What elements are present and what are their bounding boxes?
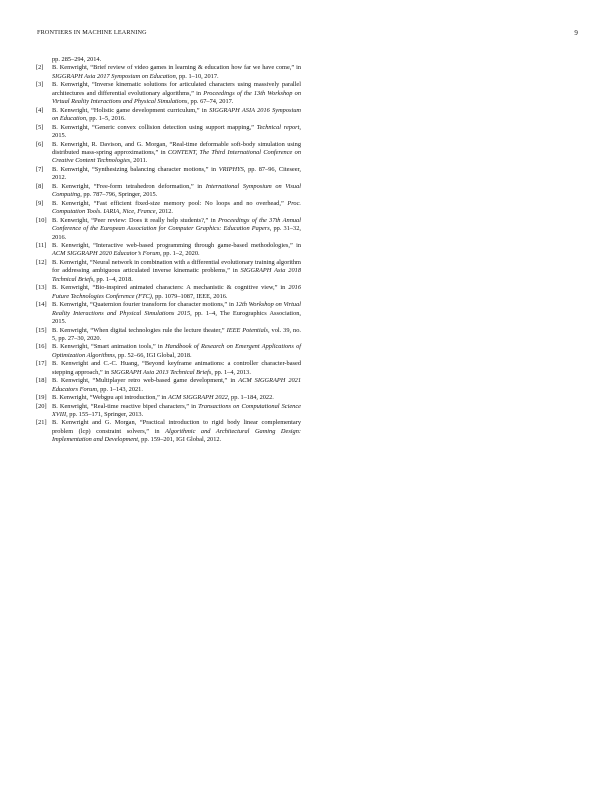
- reference-run: , 2012.: [155, 208, 174, 216]
- reference-item: [36, 141, 301, 166]
- reference-text: [52, 183, 301, 200]
- reference-number: [5]: [36, 123, 44, 131]
- reference-run: , pp. 1–184, 2022.: [227, 394, 274, 402]
- reference-list: [36, 56, 301, 445]
- reference-text: [52, 301, 301, 326]
- reference-venue: CONTENT, The Third International Conference on Creative Content Technologies: [52, 148, 301, 165]
- page-number: 9: [574, 29, 578, 37]
- reference-venue: SIGGRAPH ASIA 2016 Symposium on Education: [52, 106, 301, 123]
- reference-venue: Proc. Computation Tools. IARIA, Nice, France: [52, 199, 301, 216]
- reference-run: B. Kenwright, “Free-form tetrahedron deformation,” in: [52, 182, 206, 190]
- reference-run: B. Kenwright, “Fast efficient fixed-size memory pool: No loops and no overhead,”: [52, 199, 288, 207]
- reference-text: [52, 259, 301, 284]
- reference-run: , pp. 1–4, 2013.: [211, 368, 251, 376]
- reference-item: [36, 124, 301, 141]
- reference-item: [36, 217, 301, 242]
- reference-run: B. Kenwright, “Brief review of video games in learning & education how far we have come,” in: [52, 64, 301, 72]
- reference-text: [52, 166, 301, 183]
- reference-text: [52, 360, 301, 377]
- reference-venue: SIGGRAPH Asia 2018 Technical Briefs: [52, 267, 301, 283]
- reference-run: , pp. 87–96, Citeseer, 2012.: [52, 165, 301, 182]
- reference-run: B. Kenwright and C.-C. Huang, “Beyond keyframe animations: a controller character-based stepping approach,” in: [52, 360, 301, 376]
- reference-venue: ACM SIGGRAPH 2022: [167, 394, 228, 402]
- reference-run: , pp. 31–32, 2016.: [52, 225, 301, 241]
- reference-item: [36, 107, 301, 124]
- reference-venue: ACM SIGGRAPH 2020 Educator’s Forum: [52, 250, 160, 258]
- reference-run: , pp. 1–5, 2016.: [86, 115, 126, 123]
- reference-run: B. Kenwright and G. Morgan, “Practical introduction to rigid body linear complementary problem (lcp) constraint solvers,” in: [52, 419, 301, 435]
- reference-number: [17]: [36, 360, 47, 368]
- reference-item: [36, 394, 301, 402]
- reference-number: [20]: [36, 402, 47, 410]
- reference-item: [36, 166, 301, 183]
- reference-run: B. Kenwright, “Quaternion fourier transform for character motions,” in: [52, 301, 236, 309]
- reference-text: [52, 242, 301, 259]
- reference-venue: Proceedings of the 37th Annual Conference of the European Association for Computer Graphics: Education Papers: [52, 216, 301, 233]
- reference-run: B. Kenwright, “Peer review: Does it really help students?,” in: [52, 216, 218, 224]
- reference-number: [8]: [36, 182, 44, 190]
- reference-item: [36, 200, 301, 217]
- reference-run: , pp. 1–4, 2018.: [93, 275, 133, 283]
- reference-number: [11]: [36, 241, 47, 249]
- reference-number: [16]: [36, 343, 47, 351]
- reference-run: , pp. 67–74, 2017.: [187, 98, 234, 106]
- reference-venue: International Symposium on Visual Computing: [52, 182, 302, 199]
- reference-venue: Algorithmic and Architectural Gaming Design: Implementation and Development: [52, 427, 302, 444]
- reference-item: [36, 56, 301, 64]
- reference-run: B. Kenwright, “Generic convex collision detection using support mapping,”: [52, 123, 257, 131]
- reference-number: [2]: [36, 64, 44, 72]
- reference-venue: 12th Workshop on Virtual Reality Interactions and Physical Simulations 2015: [52, 301, 302, 317]
- reference-number: [9]: [36, 199, 44, 207]
- reference-run: B. Kenwright, “Smart animation tools,” in: [52, 343, 166, 351]
- reference-venue: SIGGRAPH Asia 2017 Symposium on Education: [52, 72, 176, 80]
- reference-text: [52, 377, 301, 394]
- reference-run: B. Kenwright, “Interactive web-based programming through game-based methodologies,” in: [52, 241, 301, 249]
- reference-text: [52, 64, 301, 81]
- reference-number: [12]: [36, 258, 47, 266]
- reference-venue: Proceedings of the 13th Workshop on Virtual Reality Interactions and Physical Simulations: [52, 89, 301, 106]
- reference-number: [19]: [36, 394, 47, 402]
- reference-text: [52, 327, 301, 344]
- reference-number: [10]: [36, 216, 47, 224]
- reference-text: [52, 56, 301, 64]
- reference-run: , vol. 39, no. 5, pp. 27–30, 2020.: [52, 326, 301, 342]
- reference-item: [36, 419, 301, 444]
- reference-item: [36, 284, 301, 301]
- reference-item: [36, 259, 301, 284]
- reference-number: [18]: [36, 377, 47, 385]
- reference-number: [21]: [36, 419, 47, 427]
- reference-item: [36, 301, 301, 326]
- reference-text: [52, 200, 301, 217]
- reference-text: [52, 394, 301, 402]
- reference-venue: 2016 Future Technologies Conference (FTC): [52, 284, 301, 300]
- reference-run: , pp. 787–796, Springer, 2015.: [80, 191, 158, 199]
- reference-item: [36, 64, 301, 81]
- reference-text: [52, 107, 301, 124]
- reference-venue: ACM SIGGRAPH 2021 Educators Forum: [52, 377, 302, 393]
- reference-text: [52, 217, 301, 242]
- reference-run: , pp. 1–2, 2020.: [159, 250, 200, 258]
- reference-run: B. Kenwright, “Multiplayer retro web-based game development,” in: [52, 377, 239, 385]
- reference-run: , pp. 155–171, Springer, 2013.: [66, 411, 144, 419]
- reference-venue: IEEE Potentials: [226, 326, 268, 334]
- reference-run: , pp. 52–66, IGI Global, 2018.: [114, 351, 192, 359]
- reference-run: , pp. 1–4, The Eurographics Association, 2015.: [52, 309, 301, 326]
- reference-item: [36, 360, 301, 377]
- reference-venue: VRIPHYS: [218, 165, 244, 173]
- reference-text: [52, 419, 301, 444]
- reference-run: B. Kenwright, “Webgpu api introduction,” in: [52, 394, 168, 402]
- reference-item: [36, 403, 301, 420]
- reference-run: pp. 285–294, 2014.: [52, 56, 102, 63]
- reference-venue: SIGGRAPH Asia 2013 Technical Briefs: [110, 368, 212, 376]
- reference-text: [52, 124, 301, 141]
- reference-number: [6]: [36, 140, 44, 148]
- reference-run: B. Kenwright, “Bio-inspired animated characters: A mechanistic & cognitive view,” in: [52, 284, 289, 292]
- journal-title: FRONTIERS IN MACHINE LEARNING: [37, 29, 147, 36]
- reference-run: B. Kenwright, “Neural network in combination with a differential evolutionary training algorithm for addressing ambiguous articulated inverse kinematic problems,” in: [52, 258, 301, 275]
- reference-item: [36, 81, 301, 106]
- reference-venue: Handbook of Research on Emergent Applications of Optimization Algorithms: [52, 343, 301, 359]
- reference-text: [52, 141, 301, 166]
- reference-number: [13]: [36, 284, 47, 292]
- reference-run: , pp. 159–201, IGI Global, 2012.: [137, 436, 222, 444]
- reference-venue: Technical report: [256, 123, 300, 131]
- reference-text: [52, 284, 301, 301]
- reference-text: [52, 343, 301, 360]
- reference-run: B. Kenwright, “Holistic game development curriculum,” in: [52, 106, 210, 114]
- reference-venue: Transactions on Computational Science XVIII: [52, 402, 301, 419]
- reference-run: , 2015.: [52, 123, 301, 140]
- reference-text: [52, 81, 301, 106]
- reference-text: [52, 403, 301, 420]
- reference-item: [36, 377, 301, 394]
- reference-number: [14]: [36, 301, 47, 309]
- reference-run: , 2011.: [130, 157, 148, 165]
- running-header: [37, 29, 578, 39]
- reference-run: B. Kenwright, “Synthesizing balancing character motions,” in: [52, 165, 219, 173]
- reference-run: , pp. 1–10, 2017.: [175, 72, 219, 80]
- reference-run: B. Kenwright, R. Davison, and G. Morgan, “Real-time deformable soft-body simulation using distributed mass-spring approximations,” in: [52, 140, 301, 156]
- reference-number: [4]: [36, 106, 44, 114]
- reference-item: [36, 327, 301, 344]
- reference-number: [3]: [36, 81, 44, 89]
- reference-run: , pp. 1079–1087, IEEE, 2016.: [151, 292, 228, 300]
- reference-number: [7]: [36, 165, 44, 173]
- reference-item: [36, 343, 301, 360]
- reference-run: B. Kenwright, “Real-time reactive biped characters,” in: [52, 402, 199, 410]
- reference-run: B. Kenwright, “When digital technologies rule the lecture theater,”: [52, 326, 227, 334]
- reference-run: B. Kenwright, “Inverse kinematic solutions for articulated characters using massively parallel architectures and differential evolutionary algorithms,” in: [52, 81, 301, 97]
- reference-run: , pp. 1–143, 2021.: [96, 385, 143, 393]
- reference-number: [15]: [36, 326, 47, 334]
- reference-item: [36, 242, 301, 259]
- reference-item: [36, 183, 301, 200]
